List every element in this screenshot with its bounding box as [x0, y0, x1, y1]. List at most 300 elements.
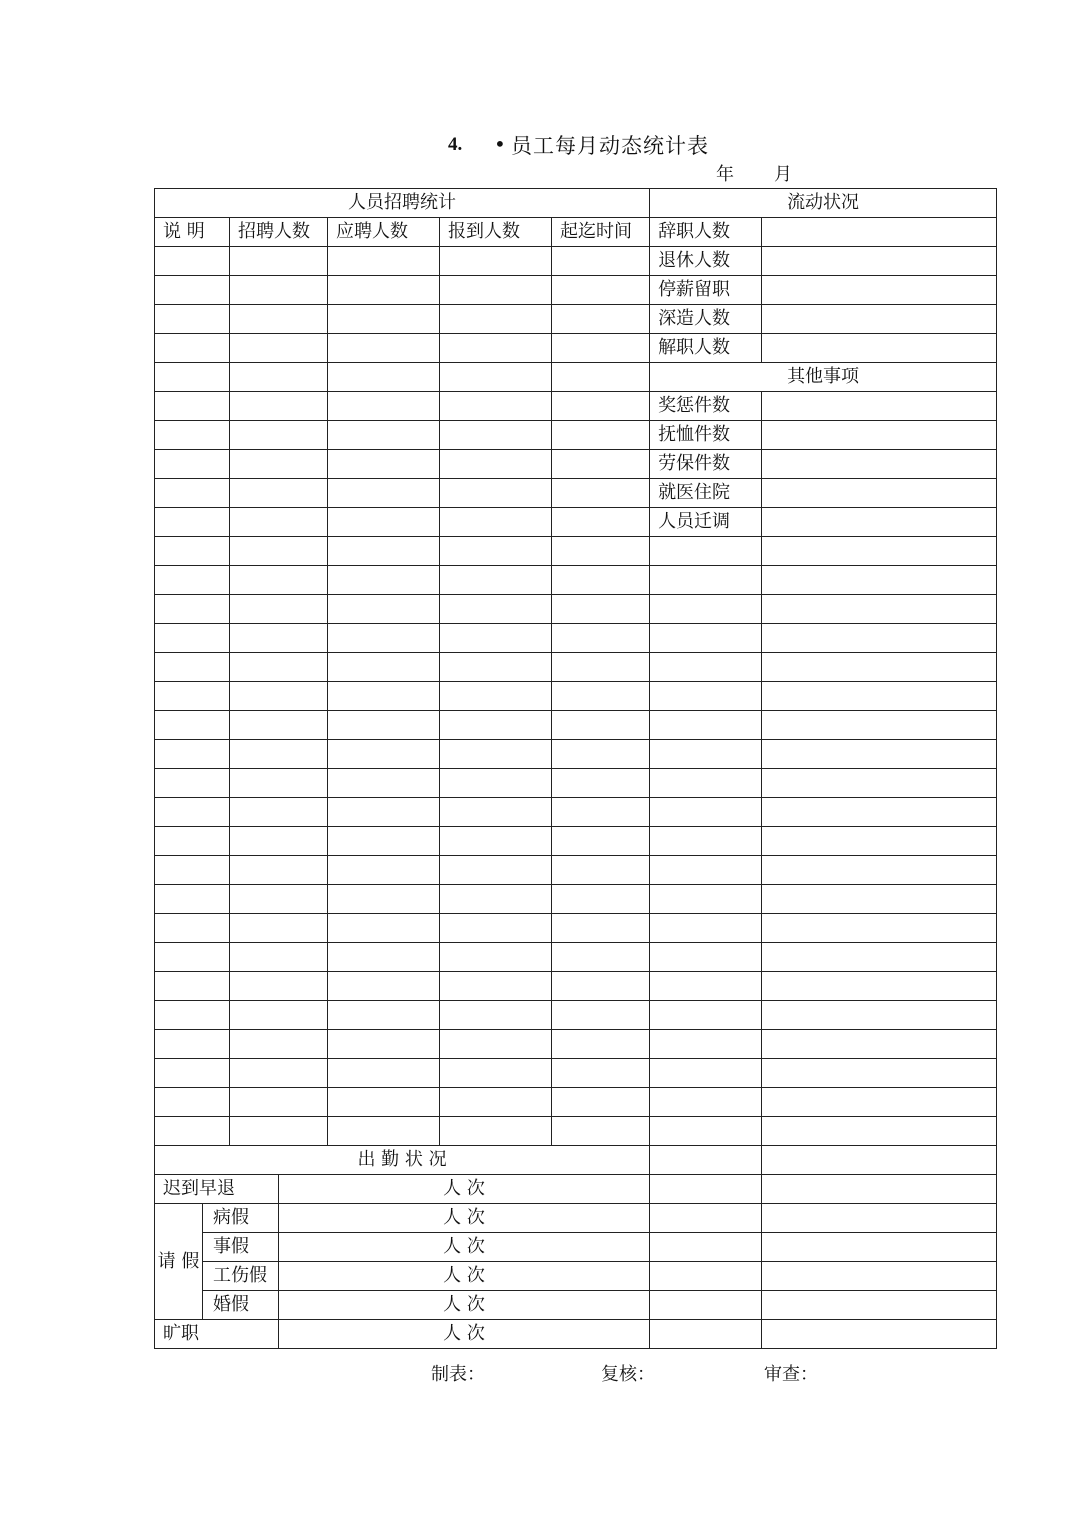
recruit-note-cell [155, 885, 230, 914]
table-row [155, 914, 997, 943]
table-row [155, 508, 997, 537]
table-row [155, 566, 997, 595]
recruit-note-cell [155, 334, 230, 363]
table-row [155, 624, 997, 653]
prepared-by-label: 制表： [431, 1364, 485, 1385]
recruit-applicants-cell [328, 537, 440, 566]
recruit-period-cell [552, 1088, 650, 1117]
mobility-value-cell [762, 276, 997, 305]
recruit-applicants-cell [328, 856, 440, 885]
attendance-count-cell: 人 次 [279, 1233, 650, 1262]
title-text: 员工每月动态统计表 [511, 134, 709, 158]
recruit-reported-cell [440, 334, 552, 363]
recruit-planned-cell [230, 798, 328, 827]
recruit-period-cell [552, 566, 650, 595]
recruit-planned-cell [230, 508, 328, 537]
recruit-applicants-cell [328, 1030, 440, 1059]
recruit-period-cell [552, 624, 650, 653]
right-value-cell [762, 972, 997, 1001]
recruit-planned-cell [230, 711, 328, 740]
recruit-reported-cell [440, 363, 552, 392]
recruit-period-cell [552, 711, 650, 740]
right-label-cell [650, 1117, 762, 1146]
recruit-note-cell [155, 537, 230, 566]
mobility-item-label: 深造人数 [650, 305, 762, 334]
recruit-note-cell [155, 682, 230, 711]
right-label-cell [650, 1175, 762, 1204]
recruit-applicants-cell [328, 711, 440, 740]
recruit-reported-cell [440, 740, 552, 769]
right-label-cell [650, 1291, 762, 1320]
recruit-planned-cell [230, 1059, 328, 1088]
table-row [155, 1204, 997, 1233]
recruit-period-cell [552, 914, 650, 943]
recruit-reported-cell [440, 856, 552, 885]
right-value-cell [762, 769, 997, 798]
recruit-period-cell [552, 653, 650, 682]
right-value-cell [762, 653, 997, 682]
recruit-planned-cell [230, 972, 328, 1001]
recruit-note-cell [155, 1088, 230, 1117]
attendance-count-cell: 人 次 [279, 1320, 650, 1349]
mobility-item-label: 退休人数 [650, 247, 762, 276]
right-value-cell [762, 1291, 997, 1320]
recruit-period-cell [552, 885, 650, 914]
table-row [155, 334, 997, 363]
right-label-cell [650, 972, 762, 1001]
recruit-applicants-cell [328, 363, 440, 392]
right-value-cell [762, 1117, 997, 1146]
table-row [155, 1233, 997, 1262]
recruit-note-cell [155, 798, 230, 827]
recruit-period-cell [552, 276, 650, 305]
other-value-cell [762, 392, 997, 421]
recruit-reported-cell [440, 653, 552, 682]
recruit-note-cell [155, 711, 230, 740]
table-row [155, 1320, 997, 1349]
table-row [155, 827, 997, 856]
other-header: 其他事项 [650, 363, 997, 392]
column-header-note: 说 明 [155, 218, 230, 247]
right-label-cell [650, 769, 762, 798]
right-label-cell [650, 740, 762, 769]
recruit-planned-cell [230, 740, 328, 769]
right-value-cell [762, 1001, 997, 1030]
recruit-period-cell [552, 740, 650, 769]
recruit-period-cell [552, 479, 650, 508]
table-row [155, 769, 997, 798]
right-value-cell [762, 1233, 997, 1262]
recruit-applicants-cell [328, 450, 440, 479]
right-label-cell [650, 1001, 762, 1030]
recruit-planned-cell [230, 943, 328, 972]
recruit-planned-cell [230, 450, 328, 479]
recruit-reported-cell [440, 595, 552, 624]
table-row [155, 537, 997, 566]
table-row [155, 1291, 997, 1320]
right-label-cell [650, 566, 762, 595]
table-row [155, 189, 997, 218]
leave-type-label: 工伤假 [203, 1262, 279, 1291]
recruit-planned-cell [230, 885, 328, 914]
table-row [155, 653, 997, 682]
recruit-reported-cell [440, 421, 552, 450]
mobility-item-label: 解职人数 [650, 334, 762, 363]
recruit-note-cell [155, 479, 230, 508]
recruit-note-cell [155, 914, 230, 943]
title-number: 4. [448, 134, 463, 155]
table-row [155, 711, 997, 740]
right-value-cell [762, 537, 997, 566]
recruit-note-cell [155, 1030, 230, 1059]
recruit-applicants-cell [328, 885, 440, 914]
right-value-cell [762, 595, 997, 624]
recruit-applicants-cell [328, 392, 440, 421]
recruit-reported-cell [440, 885, 552, 914]
recruit-note-cell [155, 827, 230, 856]
table-row [155, 1059, 997, 1088]
right-value-cell [762, 1204, 997, 1233]
recruit-planned-cell [230, 856, 328, 885]
other-value-cell [762, 421, 997, 450]
right-label-cell [650, 1204, 762, 1233]
recruit-period-cell [552, 508, 650, 537]
recruit-period-cell [552, 363, 650, 392]
right-label-cell [650, 885, 762, 914]
recruit-period-cell [552, 943, 650, 972]
column-header-reported: 报到人数 [440, 218, 552, 247]
recruit-applicants-cell [328, 769, 440, 798]
recruit-applicants-cell [328, 1117, 440, 1146]
column-header-applicants: 应聘人数 [328, 218, 440, 247]
recruit-note-cell [155, 1059, 230, 1088]
recruit-applicants-cell [328, 740, 440, 769]
recruit-period-cell [552, 1030, 650, 1059]
right-label-cell [650, 682, 762, 711]
recruit-applicants-cell [328, 827, 440, 856]
recruit-note-cell [155, 595, 230, 624]
table-row [155, 392, 997, 421]
mobility-value-cell [762, 218, 997, 247]
recruit-planned-cell [230, 566, 328, 595]
attendance-count-cell: 人 次 [279, 1291, 650, 1320]
recruit-reported-cell [440, 1030, 552, 1059]
form-title [0, 130, 1080, 162]
title-bullet-icon: • [494, 132, 506, 156]
recruit-applicants-cell [328, 653, 440, 682]
right-value-cell [762, 740, 997, 769]
recruit-reported-cell [440, 798, 552, 827]
recruit-applicants-cell [328, 624, 440, 653]
table-row [155, 450, 997, 479]
statistics-table [154, 188, 997, 1349]
table-row [155, 1146, 997, 1175]
leave-group-label: 请 假 [155, 1204, 203, 1320]
other-item-label: 奖惩件数 [650, 392, 762, 421]
year-label: 年 [716, 164, 734, 185]
table-row [155, 1088, 997, 1117]
right-label-cell [650, 537, 762, 566]
recruit-period-cell [552, 1001, 650, 1030]
recruit-period-cell [552, 769, 650, 798]
recruit-planned-cell [230, 1030, 328, 1059]
right-value-cell [762, 1088, 997, 1117]
recruit-note-cell [155, 392, 230, 421]
mobility-value-cell [762, 305, 997, 334]
leave-type-label: 婚假 [203, 1291, 279, 1320]
recruit-applicants-cell [328, 1088, 440, 1117]
right-label-cell [650, 856, 762, 885]
recruit-period-cell [552, 537, 650, 566]
recruit-reported-cell [440, 508, 552, 537]
mobility-header: 流动状况 [650, 189, 997, 218]
recruit-reported-cell [440, 972, 552, 1001]
table-row [155, 247, 997, 276]
right-value-cell [762, 711, 997, 740]
right-label-cell [650, 1146, 762, 1175]
table-row [155, 595, 997, 624]
recruit-planned-cell [230, 769, 328, 798]
right-label-cell [650, 1059, 762, 1088]
recruit-reported-cell [440, 827, 552, 856]
right-label-cell [650, 1088, 762, 1117]
right-value-cell [762, 1262, 997, 1291]
other-item-label: 就医住院 [650, 479, 762, 508]
attendance-count-cell: 人 次 [279, 1262, 650, 1291]
table-row [155, 1117, 997, 1146]
recruit-applicants-cell [328, 798, 440, 827]
recruit-planned-cell [230, 682, 328, 711]
mobility-value-cell [762, 247, 997, 276]
table-row [155, 218, 997, 247]
right-label-cell [650, 595, 762, 624]
right-value-cell [762, 1059, 997, 1088]
right-value-cell [762, 827, 997, 856]
other-value-cell [762, 450, 997, 479]
recruit-planned-cell [230, 247, 328, 276]
recruit-period-cell [552, 856, 650, 885]
recruit-applicants-cell [328, 972, 440, 1001]
recruit-applicants-cell [328, 305, 440, 334]
table-row [155, 798, 997, 827]
recruit-note-cell [155, 1001, 230, 1030]
recruit-reported-cell [440, 537, 552, 566]
recruit-planned-cell [230, 421, 328, 450]
right-value-cell [762, 1175, 997, 1204]
right-label-cell [650, 914, 762, 943]
recruit-period-cell [552, 682, 650, 711]
right-label-cell [650, 653, 762, 682]
recruit-reported-cell [440, 1117, 552, 1146]
recruit-period-cell [552, 827, 650, 856]
right-label-cell [650, 711, 762, 740]
recruit-planned-cell [230, 1001, 328, 1030]
recruit-period-cell [552, 798, 650, 827]
recruit-applicants-cell [328, 334, 440, 363]
recruit-applicants-cell [328, 1059, 440, 1088]
recruit-planned-cell [230, 305, 328, 334]
recruit-applicants-cell [328, 276, 440, 305]
recruit-reported-cell [440, 276, 552, 305]
recruit-period-cell [552, 595, 650, 624]
recruit-note-cell [155, 276, 230, 305]
other-value-cell [762, 479, 997, 508]
attendance-count-cell: 人 次 [279, 1204, 650, 1233]
mobility-item-label: 辞职人数 [650, 218, 762, 247]
right-value-cell [762, 624, 997, 653]
recruit-period-cell [552, 392, 650, 421]
recruit-reported-cell [440, 247, 552, 276]
table-row [155, 421, 997, 450]
recruit-reported-cell [440, 769, 552, 798]
recruit-reported-cell [440, 624, 552, 653]
right-label-cell [650, 827, 762, 856]
recruit-note-cell [155, 1117, 230, 1146]
right-value-cell [762, 885, 997, 914]
recruit-planned-cell [230, 1117, 328, 1146]
recruit-reported-cell [440, 682, 552, 711]
right-label-cell [650, 943, 762, 972]
recruit-planned-cell [230, 914, 328, 943]
recruit-period-cell [552, 1117, 650, 1146]
recruit-note-cell [155, 421, 230, 450]
recruit-planned-cell [230, 595, 328, 624]
table-row [155, 682, 997, 711]
recruit-planned-cell [230, 537, 328, 566]
attendance-count-cell: 人 次 [279, 1175, 650, 1204]
column-header-period: 起迄时间 [552, 218, 650, 247]
right-value-cell [762, 798, 997, 827]
recruit-planned-cell [230, 827, 328, 856]
recruit-applicants-cell [328, 943, 440, 972]
recruit-note-cell [155, 972, 230, 1001]
recruit-planned-cell [230, 1088, 328, 1117]
recruit-note-cell [155, 856, 230, 885]
leave-type-label: 事假 [203, 1233, 279, 1262]
recruit-reported-cell [440, 914, 552, 943]
recruit-planned-cell [230, 276, 328, 305]
other-item-label: 人员迁调 [650, 508, 762, 537]
recruit-note-cell [155, 450, 230, 479]
recruit-period-cell [552, 247, 650, 276]
table-row [155, 856, 997, 885]
recruit-reported-cell [440, 305, 552, 334]
right-label-cell [650, 1320, 762, 1349]
table-row [155, 972, 997, 1001]
recruit-note-cell [155, 653, 230, 682]
table-row [155, 740, 997, 769]
recruit-reported-cell [440, 450, 552, 479]
recruit-reported-cell [440, 1088, 552, 1117]
recruit-applicants-cell [328, 247, 440, 276]
right-label-cell [650, 1233, 762, 1262]
month-label: 月 [774, 164, 792, 185]
recruit-applicants-cell [328, 479, 440, 508]
recruit-period-cell [552, 305, 650, 334]
table-row [155, 1175, 997, 1204]
recruit-applicants-cell [328, 508, 440, 537]
recruit-note-cell [155, 508, 230, 537]
recruit-planned-cell [230, 479, 328, 508]
reviewed-by-label: 复核： [601, 1364, 655, 1385]
recruitment-header: 人员招聘统计 [155, 189, 650, 218]
recruit-applicants-cell [328, 914, 440, 943]
recruit-applicants-cell [328, 682, 440, 711]
right-label-cell [650, 1262, 762, 1291]
recruit-planned-cell [230, 624, 328, 653]
right-value-cell [762, 943, 997, 972]
recruit-planned-cell [230, 363, 328, 392]
table-row [155, 1030, 997, 1059]
recruit-note-cell [155, 769, 230, 798]
table-row [155, 305, 997, 334]
right-value-cell [762, 1030, 997, 1059]
right-value-cell [762, 566, 997, 595]
recruit-planned-cell [230, 392, 328, 421]
recruit-applicants-cell [328, 566, 440, 595]
recruit-reported-cell [440, 479, 552, 508]
recruit-planned-cell [230, 653, 328, 682]
right-label-cell [650, 1030, 762, 1059]
table-row [155, 363, 997, 392]
table-row [155, 1001, 997, 1030]
recruit-reported-cell [440, 943, 552, 972]
recruit-planned-cell [230, 334, 328, 363]
right-value-cell [762, 1146, 997, 1175]
table-row [155, 943, 997, 972]
right-value-cell [762, 856, 997, 885]
recruit-period-cell [552, 450, 650, 479]
recruit-note-cell [155, 566, 230, 595]
recruit-period-cell [552, 972, 650, 1001]
recruit-reported-cell [440, 1001, 552, 1030]
column-header-planned: 招聘人数 [230, 218, 328, 247]
recruit-reported-cell [440, 711, 552, 740]
other-item-label: 抚恤件数 [650, 421, 762, 450]
attendance-header: 出 勤 状 况 [155, 1146, 650, 1175]
recruit-reported-cell [440, 1059, 552, 1088]
recruit-applicants-cell [328, 421, 440, 450]
table-row [155, 885, 997, 914]
right-value-cell [762, 1320, 997, 1349]
recruit-note-cell [155, 943, 230, 972]
mobility-value-cell [762, 334, 997, 363]
absent-label: 旷职 [155, 1320, 279, 1349]
table-row [155, 1262, 997, 1291]
table-row [155, 479, 997, 508]
recruit-note-cell [155, 247, 230, 276]
audited-by-label: 审查： [764, 1364, 818, 1385]
recruit-period-cell [552, 334, 650, 363]
other-item-label: 劳保件数 [650, 450, 762, 479]
right-label-cell [650, 624, 762, 653]
other-value-cell [762, 508, 997, 537]
recruit-applicants-cell [328, 1001, 440, 1030]
late-early-label: 迟到早退 [155, 1175, 279, 1204]
recruit-note-cell [155, 624, 230, 653]
leave-type-label: 病假 [203, 1204, 279, 1233]
right-value-cell [762, 682, 997, 711]
right-label-cell [650, 798, 762, 827]
recruit-period-cell [552, 421, 650, 450]
recruit-applicants-cell [328, 595, 440, 624]
table-row [155, 276, 997, 305]
recruit-note-cell [155, 363, 230, 392]
recruit-period-cell [552, 1059, 650, 1088]
recruit-note-cell [155, 305, 230, 334]
recruit-reported-cell [440, 566, 552, 595]
mobility-item-label: 停薪留职 [650, 276, 762, 305]
